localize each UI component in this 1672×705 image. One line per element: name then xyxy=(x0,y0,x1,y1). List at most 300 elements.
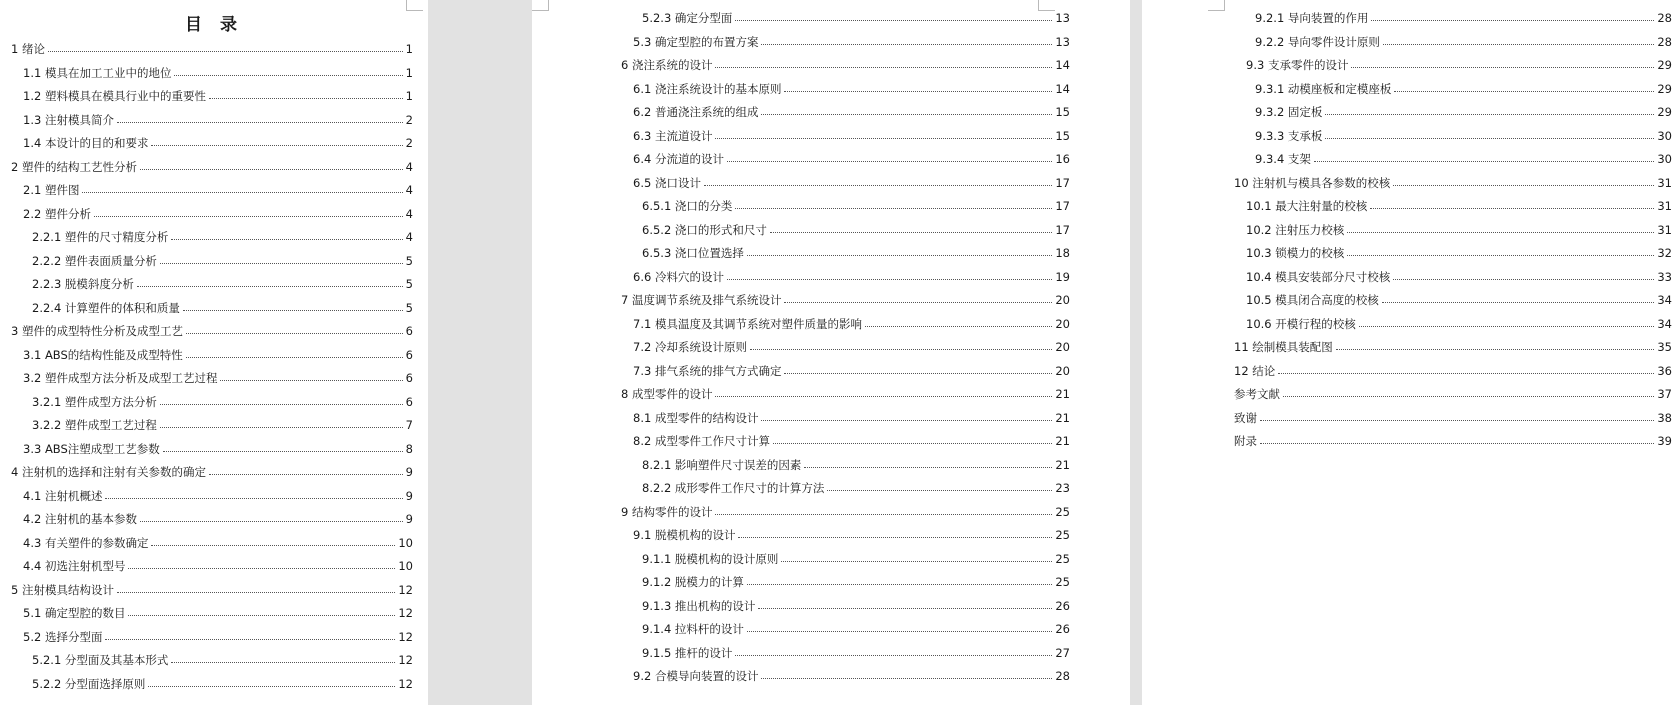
toc-entry-page-number: 20 xyxy=(1055,316,1070,331)
toc-entry[interactable] xyxy=(621,360,1070,384)
toc-entry[interactable] xyxy=(1234,7,1672,31)
toc-entry[interactable] xyxy=(621,7,1070,31)
toc-entry[interactable] xyxy=(621,407,1070,431)
toc-entry-page-number: 1 xyxy=(405,65,413,80)
toc-dot-leader xyxy=(1314,160,1654,162)
toc-entry-label: 8 成型零件的设计 xyxy=(621,387,713,401)
toc-dot-leader xyxy=(160,426,403,428)
toc-entry[interactable] xyxy=(621,477,1070,501)
toc-dot-leader xyxy=(738,536,1052,538)
toc-entry-page-number: 15 xyxy=(1055,128,1070,143)
toc-entry-label: 4.2 注射机的基本参数 xyxy=(23,512,137,526)
toc-entry[interactable] xyxy=(621,383,1070,407)
toc-dot-leader xyxy=(770,231,1052,233)
toc-entry-label: 7.3 排气系统的排气方式确定 xyxy=(633,363,782,378)
toc-entry[interactable] xyxy=(621,313,1070,337)
toc-dot-leader xyxy=(784,90,1052,92)
toc-entry-label: 10 注射机与模具各参数的校核 xyxy=(1234,175,1391,190)
toc-entry-page-number: 21 xyxy=(1055,410,1070,425)
toc-dot-leader xyxy=(784,372,1052,374)
toc-entry[interactable] xyxy=(1234,407,1672,431)
toc-entry[interactable] xyxy=(11,273,413,297)
toc-entry-label: 1.4 本设计的目的和要求 xyxy=(23,136,149,150)
toc-entry-label: 10.4 模具安装部分尺寸校核 xyxy=(1246,269,1391,284)
toc-entry[interactable] xyxy=(621,430,1070,454)
toc-entry-label: 7 温度调节系统及排气系统设计 xyxy=(621,293,782,307)
toc-entry[interactable] xyxy=(621,665,1070,689)
toc-entry-label: 9.1.5 推杆的设计 xyxy=(642,645,733,660)
toc-entry[interactable] xyxy=(621,54,1070,78)
toc-entry-label: 9.1.2 脱模力的计算 xyxy=(642,575,744,589)
toc-entry[interactable] xyxy=(621,266,1070,290)
toc-entry-page-number: 30 xyxy=(1657,152,1672,166)
toc-entry-label: 5.2 选择分型面 xyxy=(23,629,103,644)
toc-entry[interactable] xyxy=(11,673,413,697)
toc-dot-leader xyxy=(715,66,1052,68)
toc-entry-label: 9.2.2 导向零件设计原则 xyxy=(1255,34,1380,49)
toc-entry-page-number: 25 xyxy=(1055,551,1070,566)
toc-entry-label: 6.2 普通浇注系统的组成 xyxy=(633,105,759,119)
toc-entry[interactable] xyxy=(621,524,1070,548)
toc-dot-leader xyxy=(128,614,395,616)
toc-entry[interactable] xyxy=(621,501,1070,525)
toc-entry-page-number: 13 xyxy=(1055,34,1070,49)
toc-entry[interactable] xyxy=(11,203,413,227)
toc-entry-page-number: 26 xyxy=(1055,622,1070,636)
toc-dot-leader xyxy=(94,215,403,217)
toc-entry-label: 10.2 注射压力校核 xyxy=(1246,222,1345,237)
toc-dot-leader xyxy=(1260,419,1654,421)
toc-entry-page-number: 6 xyxy=(405,371,413,385)
toc-entry-page-number: 25 xyxy=(1055,528,1070,542)
toc-entry[interactable] xyxy=(1234,430,1672,454)
toc-entry-page-number: 12 xyxy=(398,653,413,667)
toc-entry-label: 9.3.2 固定板 xyxy=(1255,105,1323,119)
toc-entry-label: 2.2.3 脱模斜度分析 xyxy=(32,277,134,291)
toc-entry-page-number: 21 xyxy=(1055,457,1070,472)
toc-entry-label: 9.3.4 支架 xyxy=(1255,152,1311,166)
toc-entry-page-number: 8 xyxy=(405,441,413,456)
toc-entry[interactable] xyxy=(11,109,413,133)
toc-dot-leader xyxy=(715,395,1052,397)
toc-entry-label: 1.3 注射模具简介 xyxy=(23,112,114,127)
toc-entry-page-number: 31 xyxy=(1657,175,1672,190)
toc-entry-page-number: 4 xyxy=(405,183,413,197)
toc-dot-leader xyxy=(163,450,403,452)
toc-dot-leader xyxy=(747,583,1052,585)
toc-entry-label: 5 注射模具结构设计 xyxy=(11,582,114,597)
toc-entry-page-number: 28 xyxy=(1657,34,1672,49)
toc-entry-page-number: 32 xyxy=(1657,246,1672,260)
toc-entry[interactable] xyxy=(621,548,1070,572)
toc-dot-leader xyxy=(747,254,1052,256)
toc-dot-leader xyxy=(140,520,403,522)
toc-dot-leader xyxy=(1383,43,1654,45)
toc-entry[interactable] xyxy=(11,532,413,556)
toc-entry[interactable] xyxy=(621,289,1070,313)
toc-dot-leader xyxy=(1370,207,1654,209)
toc-entry-page-number: 5 xyxy=(405,300,413,315)
toc-entry[interactable] xyxy=(11,320,413,344)
toc-entry[interactable] xyxy=(1234,289,1672,313)
toc-dot-leader xyxy=(1325,113,1654,115)
toc-dot-leader xyxy=(761,113,1052,115)
toc-entry-label: 参考文献 xyxy=(1234,387,1280,401)
toc-entry-page-number: 14 xyxy=(1055,58,1070,72)
toc-dot-leader xyxy=(1393,184,1654,186)
toc-dot-leader xyxy=(183,309,403,311)
toc-entry[interactable] xyxy=(621,571,1070,595)
toc-dot-leader xyxy=(209,97,403,99)
toc-dot-leader xyxy=(827,489,1052,491)
toc-entry[interactable] xyxy=(11,62,413,86)
toc-entry-label: 3.2.1 塑件成型方法分析 xyxy=(32,394,157,409)
toc-entry-page-number: 20 xyxy=(1055,340,1070,354)
toc-entry[interactable] xyxy=(1234,195,1672,219)
toc-entry[interactable] xyxy=(11,414,413,438)
toc-dot-leader xyxy=(82,191,402,193)
toc-dot-leader xyxy=(174,74,402,76)
toc-entry-label: 6 浇注系统的设计 xyxy=(621,58,713,72)
toc-entry-page-number: 34 xyxy=(1657,316,1672,331)
toc-entry-label: 6.5.3 浇口位置选择 xyxy=(642,246,744,260)
toc-entry[interactable] xyxy=(11,626,413,650)
toc-dot-leader xyxy=(1260,442,1654,444)
toc-dot-leader xyxy=(160,262,403,264)
toc-entry-page-number: 28 xyxy=(1657,11,1672,25)
toc-entry-page-number: 1 xyxy=(405,42,413,56)
toc-entry-page-number: 37 xyxy=(1657,387,1672,401)
toc-dot-leader xyxy=(761,43,1052,45)
toc-entry[interactable] xyxy=(11,555,413,579)
toc-dot-leader xyxy=(1393,278,1654,280)
toc-title: 目 录 xyxy=(185,15,243,35)
toc-entry-page-number: 14 xyxy=(1055,81,1070,96)
toc-entry-label: 7.2 冷却系统设计原则 xyxy=(633,340,747,354)
toc-entry-page-number: 39 xyxy=(1657,434,1672,448)
toc-entry-page-number: 33 xyxy=(1657,269,1672,284)
toc-dot-leader xyxy=(1351,66,1654,68)
toc-dot-leader xyxy=(105,497,402,499)
toc-entry-page-number: 20 xyxy=(1055,293,1070,307)
toc-entry[interactable] xyxy=(621,172,1070,196)
toc-entry[interactable] xyxy=(11,297,413,321)
toc-entry-label: 10.1 最大注射量的校核 xyxy=(1246,199,1368,213)
toc-entry[interactable] xyxy=(1234,31,1672,55)
toc-dot-leader xyxy=(171,238,402,240)
toc-entry-label: 9 结构零件的设计 xyxy=(621,504,713,519)
toc-entry[interactable] xyxy=(11,344,413,368)
toc-entry-page-number: 29 xyxy=(1657,81,1672,96)
toc-entry-page-number: 1 xyxy=(405,89,413,103)
toc-entry-page-number: 31 xyxy=(1657,222,1672,237)
toc-entry[interactable] xyxy=(11,461,413,485)
toc-entry-label: 3.2.2 塑件成型工艺过程 xyxy=(32,418,157,432)
page-gap-2 xyxy=(1130,0,1142,705)
toc-entry-page-number: 38 xyxy=(1657,410,1672,425)
page-corner-mark xyxy=(1208,0,1225,11)
toc-entry-page-number: 30 xyxy=(1657,128,1672,143)
toc-dot-leader xyxy=(1359,325,1655,327)
toc-entry-label: 5.1 确定型腔的数目 xyxy=(23,606,126,620)
toc-entry[interactable] xyxy=(621,242,1070,266)
toc-entry-label: 3.3 ABS注塑成型工艺参数 xyxy=(23,441,160,456)
toc-entry-label: 1 绪论 xyxy=(11,42,45,56)
toc-dot-leader xyxy=(117,591,395,593)
toc-entry[interactable] xyxy=(1234,242,1672,266)
toc-entry[interactable] xyxy=(621,336,1070,360)
toc-entry-page-number: 34 xyxy=(1657,293,1672,307)
toc-dot-leader xyxy=(750,348,1052,350)
toc-dot-leader xyxy=(1325,137,1654,139)
toc-entry[interactable] xyxy=(1234,313,1672,337)
toc-dot-leader xyxy=(761,419,1052,421)
toc-dot-leader xyxy=(804,466,1052,468)
toc-entry[interactable] xyxy=(1234,266,1672,290)
toc-entry-label: 2.2.1 塑件的尺寸精度分析 xyxy=(32,230,169,244)
toc-dot-leader xyxy=(1371,19,1654,21)
toc-entry-page-number: 28 xyxy=(1055,669,1070,683)
toc-dot-leader xyxy=(715,137,1052,139)
toc-entry-label: 4.4 初选注射机型号 xyxy=(23,559,126,573)
toc-dot-leader xyxy=(727,160,1052,162)
toc-entry[interactable] xyxy=(11,649,413,673)
toc-entry-page-number: 25 xyxy=(1055,504,1070,519)
toc-entry[interactable] xyxy=(1234,360,1672,384)
toc-entry-page-number: 21 xyxy=(1055,387,1070,401)
toc-entry[interactable] xyxy=(621,219,1070,243)
toc-entry-label: 2.1 塑件图 xyxy=(23,183,80,197)
toc-entry[interactable] xyxy=(11,579,413,603)
toc-entry-label: 8.2 成型零件工作尺寸计算 xyxy=(633,434,770,448)
toc-entry-label: 11 绘制模具装配图 xyxy=(1234,340,1333,354)
toc-entry-label: 9.3 支承零件的设计 xyxy=(1246,58,1349,72)
toc-entry-label: 10.3 锁模力的校核 xyxy=(1246,246,1345,260)
toc-entry-page-number: 13 xyxy=(1055,11,1070,25)
toc-entry-page-number: 18 xyxy=(1055,246,1070,260)
toc-entry-page-number: 5 xyxy=(405,277,413,291)
toc-entry-page-number: 35 xyxy=(1657,340,1672,354)
toc-entry[interactable] xyxy=(11,438,413,462)
toc-entry-label: 12 结论 xyxy=(1234,363,1276,378)
toc-entry-page-number: 17 xyxy=(1055,222,1070,237)
toc-dot-leader xyxy=(1278,372,1654,374)
toc-dot-leader xyxy=(148,685,395,687)
toc-entry-page-number: 29 xyxy=(1657,105,1672,119)
toc-entry[interactable] xyxy=(11,85,413,109)
toc-entry[interactable] xyxy=(11,602,413,626)
toc-dot-leader xyxy=(1394,90,1654,92)
toc-dot-leader xyxy=(186,332,403,334)
toc-entry-label: 5.2.3 确定分型面 xyxy=(642,11,733,25)
toc-entry-page-number: 21 xyxy=(1055,434,1070,448)
toc-entry-page-number: 12 xyxy=(398,629,413,644)
toc-entry[interactable] xyxy=(621,642,1070,666)
toc-entry[interactable] xyxy=(621,31,1070,55)
toc-entry-label: 6.5 浇口设计 xyxy=(633,175,701,190)
toc-dot-leader xyxy=(758,607,1052,609)
toc-dot-leader xyxy=(105,638,395,640)
toc-entry[interactable] xyxy=(11,38,413,62)
toc-dot-leader xyxy=(704,184,1052,186)
toc-dot-leader xyxy=(715,513,1052,515)
toc-entry-page-number: 2 xyxy=(405,136,413,150)
toc-entry-label: 5.3 确定型腔的布置方案 xyxy=(633,34,759,49)
page-corner-mark xyxy=(532,0,549,11)
toc-entry[interactable] xyxy=(11,250,413,274)
toc-entry[interactable] xyxy=(1234,383,1672,407)
toc-dot-leader xyxy=(735,654,1052,656)
toc-entry[interactable] xyxy=(1234,172,1672,196)
toc-entry-page-number: 6 xyxy=(405,347,413,362)
toc-entry[interactable] xyxy=(11,391,413,415)
toc-entry-page-number: 4 xyxy=(405,230,413,244)
toc-entry-page-number: 19 xyxy=(1055,269,1070,284)
toc-entry[interactable] xyxy=(11,179,413,203)
toc-entry[interactable] xyxy=(621,454,1070,478)
toc-entry-label: 3.1 ABS的结构性能及成型特性 xyxy=(23,347,183,362)
toc-entry-label: 6.5.2 浇口的形式和尺寸 xyxy=(642,222,767,237)
toc-entry[interactable] xyxy=(621,148,1070,172)
toc-entry-label: 10.6 开模行程的校核 xyxy=(1246,316,1356,331)
toc-entry-page-number: 4 xyxy=(405,206,413,221)
toc-entry-label: 4 注射机的选择和注射有关参数的确定 xyxy=(11,465,206,479)
toc-entry-page-number: 29 xyxy=(1657,58,1672,72)
toc-dot-leader xyxy=(137,285,403,287)
toc-entry-label: 2 塑件的结构工艺性分析 xyxy=(11,159,137,174)
toc-dot-leader xyxy=(220,379,402,381)
toc-entry[interactable] xyxy=(1234,148,1672,172)
toc-entry[interactable] xyxy=(1234,219,1672,243)
toc-dot-leader xyxy=(773,442,1052,444)
toc-entry-page-number: 16 xyxy=(1055,152,1070,166)
toc-dot-leader xyxy=(735,207,1052,209)
toc-entry-page-number: 2 xyxy=(405,112,413,127)
toc-entry-page-number: 9 xyxy=(405,465,413,479)
toc-entry-label: 2.2 塑件分析 xyxy=(23,206,91,221)
toc-entry-page-number: 10 xyxy=(398,559,413,573)
toc-entry[interactable] xyxy=(1234,54,1672,78)
toc-dot-leader xyxy=(781,560,1052,562)
toc-entry[interactable] xyxy=(11,485,413,509)
toc-entry-label: 10.5 模具闭合高度的校核 xyxy=(1246,293,1379,307)
toc-entry[interactable] xyxy=(621,125,1070,149)
toc-entry-label: 9.2 合模导向装置的设计 xyxy=(633,669,759,683)
toc-entry[interactable] xyxy=(11,508,413,532)
toc-entry-page-number: 10 xyxy=(398,535,413,550)
toc-entry-page-number: 36 xyxy=(1657,363,1672,378)
toc-entry-label: 7.1 模具温度及其调节系统对塑件质量的影响 xyxy=(633,316,862,331)
toc-entry[interactable] xyxy=(621,101,1070,125)
toc-dot-leader xyxy=(1347,231,1654,233)
toc-entry-page-number: 4 xyxy=(405,159,413,174)
page-gap-1 xyxy=(428,0,532,705)
toc-entry-label: 1.2 塑料模具在模具行业中的重要性 xyxy=(23,89,206,103)
toc-entry-label: 8.1 成型零件的结构设计 xyxy=(633,410,759,425)
toc-entry[interactable] xyxy=(11,156,413,180)
toc-entry[interactable] xyxy=(621,195,1070,219)
toc-entry-page-number: 6 xyxy=(405,324,413,338)
document-page-1[interactable] xyxy=(0,0,428,705)
toc-entry[interactable] xyxy=(1234,101,1672,125)
toc-entry-page-number: 9 xyxy=(405,512,413,526)
toc-dot-leader xyxy=(186,356,403,358)
toc-dot-leader xyxy=(171,661,395,663)
toc-dot-leader xyxy=(1347,254,1654,256)
toc-dot-leader xyxy=(140,168,403,170)
document-page-3[interactable] xyxy=(1142,0,1672,705)
toc-entry-page-number: 20 xyxy=(1055,363,1070,378)
toc-entry[interactable] xyxy=(621,78,1070,102)
toc-entry-label: 5.2.1 分型面及其基本形式 xyxy=(32,653,169,667)
toc-dot-leader xyxy=(209,473,403,475)
toc-entry-page-number: 15 xyxy=(1055,105,1070,119)
toc-dot-leader xyxy=(160,403,403,405)
toc-dot-leader xyxy=(48,50,403,52)
toc-entry[interactable] xyxy=(11,367,413,391)
toc-entry-label: 9.3.1 动模座板和定模座板 xyxy=(1255,81,1392,96)
toc-entry[interactable] xyxy=(1234,125,1672,149)
toc-entry[interactable] xyxy=(11,226,413,250)
document-page-2[interactable] xyxy=(532,0,1130,705)
toc-dot-leader xyxy=(727,278,1052,280)
toc-dot-leader xyxy=(865,325,1052,327)
toc-entry-label: 6.1 浇注系统设计的基本原则 xyxy=(633,81,782,96)
toc-entry-page-number: 23 xyxy=(1055,481,1070,495)
toc-dot-leader xyxy=(1336,348,1655,350)
toc-entry-page-number: 17 xyxy=(1055,199,1070,213)
toc-dot-leader xyxy=(117,121,403,123)
toc-dot-leader xyxy=(151,544,395,546)
toc-entry-page-number: 5 xyxy=(405,253,413,268)
toc-entry-page-number: 27 xyxy=(1055,645,1070,660)
toc-entry-page-number: 12 xyxy=(398,582,413,597)
toc-entry-label: 4.3 有关塑件的参数确定 xyxy=(23,535,149,550)
toc-entry[interactable] xyxy=(621,595,1070,619)
toc-dot-leader xyxy=(735,19,1052,21)
toc-entry-label: 1.1 模具在加工工业中的地位 xyxy=(23,65,172,80)
toc-dot-leader xyxy=(128,567,395,569)
toc-dot-leader xyxy=(761,677,1052,679)
toc-entry-label: 6.5.1 浇口的分类 xyxy=(642,199,733,213)
toc-entry-label: 8.2.1 影响塑件尺寸误差的因素 xyxy=(642,457,802,472)
toc-entry-label: 9.3.3 支承板 xyxy=(1255,128,1323,143)
toc-list-column-1 xyxy=(11,38,413,696)
toc-entry-label: 9.1.1 脱模机构的设计原则 xyxy=(642,551,779,566)
toc-entry-label: 5.2.2 分型面选择原则 xyxy=(32,676,146,691)
toc-entry-page-number: 26 xyxy=(1055,598,1070,613)
toc-entry-label: 6.3 主流道设计 xyxy=(633,128,713,143)
toc-entry-label: 3.2 塑件成型方法分析及成型工艺过程 xyxy=(23,371,218,385)
toc-entry[interactable] xyxy=(621,618,1070,642)
toc-entry-page-number: 6 xyxy=(405,394,413,409)
toc-entry-label: 致谢 xyxy=(1234,410,1257,425)
toc-entry[interactable] xyxy=(1234,336,1672,360)
toc-entry-label: 9.1 脱模机构的设计 xyxy=(633,528,736,542)
toc-entry-label: 8.2.2 成形零件工作尺寸的计算方法 xyxy=(642,481,825,495)
toc-entry-label: 9.1.4 拉料杆的设计 xyxy=(642,622,744,636)
toc-dot-leader xyxy=(747,630,1052,632)
toc-dot-leader xyxy=(784,301,1052,303)
toc-entry[interactable] xyxy=(11,132,413,156)
toc-entry-page-number: 31 xyxy=(1657,199,1672,213)
toc-entry[interactable] xyxy=(1234,78,1672,102)
toc-entry-page-number: 12 xyxy=(398,676,413,691)
toc-entry-page-number: 7 xyxy=(405,418,413,432)
toc-entry-page-number: 25 xyxy=(1055,575,1070,589)
toc-entry-page-number: 12 xyxy=(398,606,413,620)
toc-dot-leader xyxy=(1283,395,1654,397)
